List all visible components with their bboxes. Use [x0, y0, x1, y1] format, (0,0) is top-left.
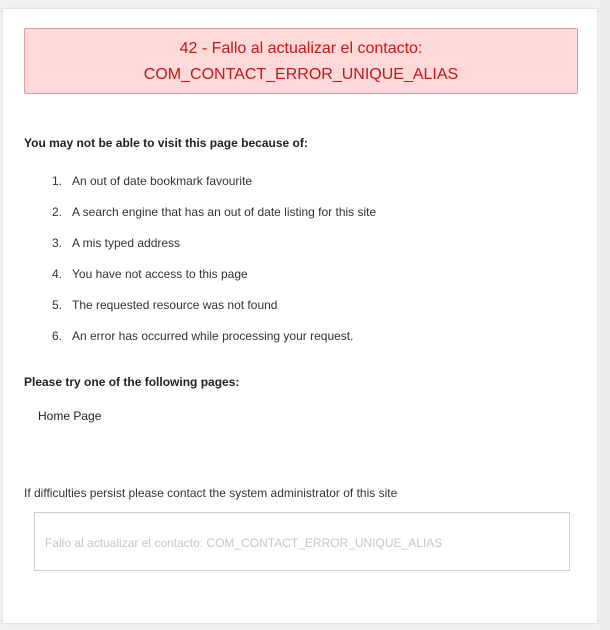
- list-item-number: 6.: [52, 329, 63, 343]
- list-item-text: A mis typed address: [72, 236, 181, 250]
- error-banner-title: 42 - Fallo al actualizar el contacto:: [179, 40, 423, 57]
- list-item-text: You have not access to this page: [72, 267, 248, 281]
- page-edge: [600, 0, 610, 630]
- list-item-number: 3.: [52, 236, 63, 250]
- home-page-link[interactable]: Home Page: [38, 409, 102, 423]
- error-message-text: Fallo al actualizar el contacto: COM_CONTACT_ERROR_UNIQUE_ALIAS: [45, 536, 443, 550]
- list-item-text: An error has occurred while processing your request.: [72, 329, 354, 343]
- intro-heading: You may not be able to visit this page because of:: [24, 136, 308, 150]
- error-banner: [24, 28, 578, 94]
- list-item-number: 2.: [52, 205, 63, 219]
- error-page: [2, 8, 598, 624]
- list-item-number: 4.: [52, 267, 63, 281]
- list-item-number: 1.: [52, 174, 63, 188]
- list-item-text: An out of date bookmark favourite: [72, 174, 253, 188]
- error-message-box: [34, 512, 570, 571]
- contact-admin-text: If difficulties persist please contact the system administrator of this site: [24, 486, 398, 500]
- list-item-number: 5.: [52, 298, 63, 312]
- try-pages-heading: Please try one of the following pages:: [24, 375, 240, 389]
- list-item-text: The requested resource was not found: [72, 298, 278, 312]
- error-banner-code: COM_CONTACT_ERROR_UNIQUE_ALIAS: [143, 66, 459, 83]
- list-item-text: A search engine that has an out of date listing for this site: [72, 205, 377, 219]
